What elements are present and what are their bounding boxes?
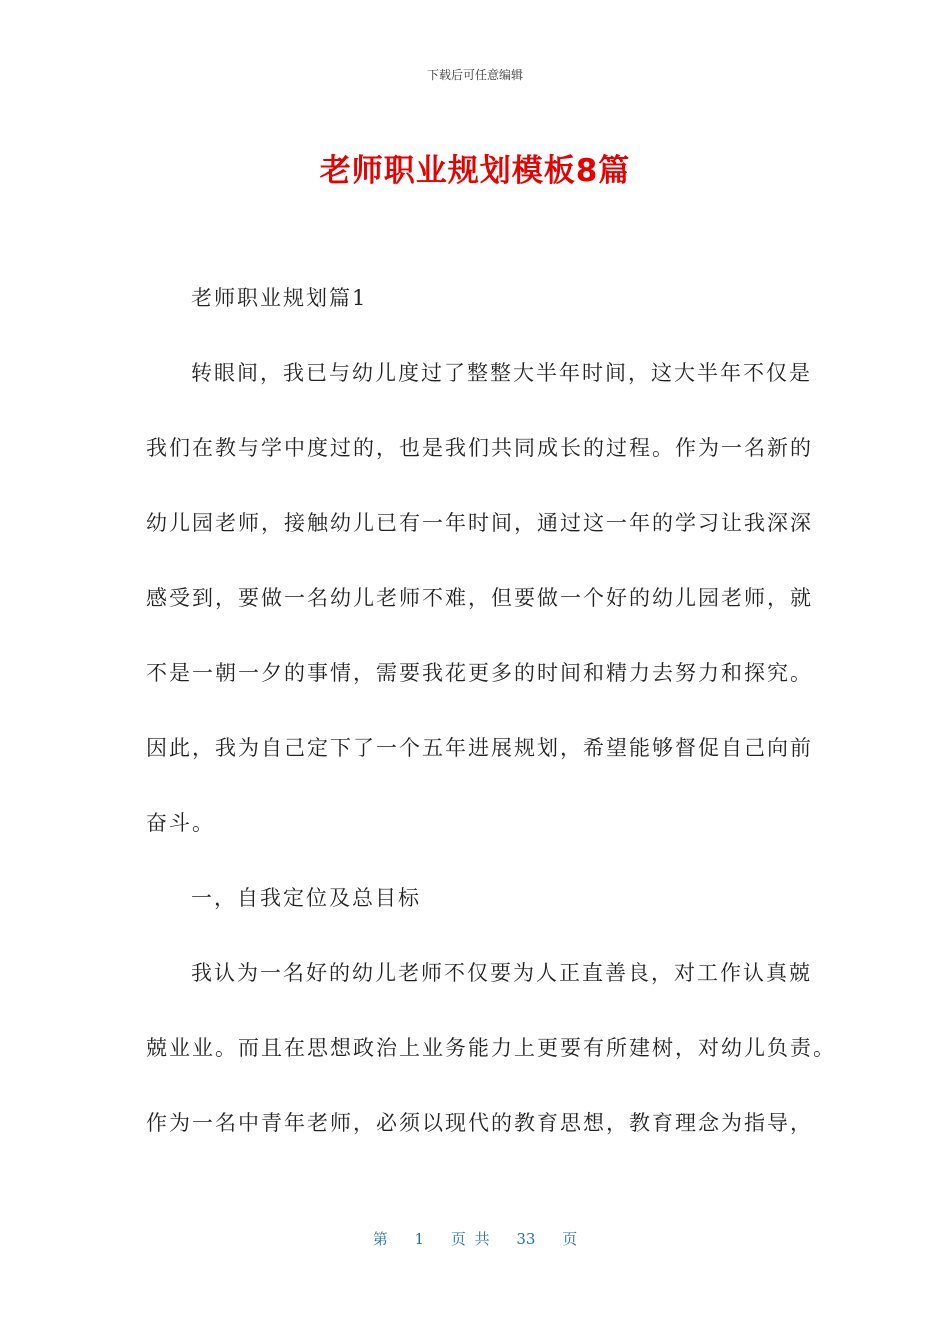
body-line: 幼儿园老师，接触幼儿已有一年时间，通过这一年的学习让我深深 bbox=[146, 511, 813, 535]
body-line: 转眼间，我已与幼儿度过了整整大半年时间，这大半年不仅是 bbox=[191, 361, 812, 385]
body-line: 因此，我为自己定下了一个五年进展规划，希望能够督促自己向前 bbox=[146, 736, 813, 760]
current-page-number: 1 bbox=[414, 1230, 425, 1248]
document-title: 老师职业规划模板8篇 bbox=[319, 153, 631, 189]
body-line: 作为一名中青年老师，必须以现代的教育思想，教育理念为指导， bbox=[146, 1111, 813, 1135]
total-pages-number: 33 bbox=[516, 1230, 536, 1248]
body-line: 感受到，要做一名幼儿老师不难，但要做一个好的幼儿园老师，就 bbox=[146, 586, 813, 610]
body-line: 不是一朝一夕的事情，需要我花更多的时间和精力去努力和探究。 bbox=[146, 661, 813, 685]
footer-prefix: 第 bbox=[372, 1230, 388, 1248]
body-line: 我们在教与学中度过的，也是我们共同成长的过程。作为一名新的 bbox=[146, 436, 813, 460]
body-line: 兢业业。而且在思想政治上业务能力上更要有所建树，对幼儿负责。 bbox=[146, 1036, 836, 1060]
page-footer bbox=[0, 1228, 950, 1249]
body-line: 奋斗。 bbox=[146, 811, 215, 835]
footer-suffix: 页 bbox=[562, 1230, 578, 1248]
document-body bbox=[146, 270, 836, 1170]
footer-middle: 页 共 bbox=[450, 1230, 490, 1248]
body-line: 我认为一名好的幼儿老师不仅要为人正直善良，对工作认真兢 bbox=[191, 961, 812, 985]
body-line: 老师职业规划篇1 bbox=[191, 286, 368, 310]
body-line: 一，自我定位及总目标 bbox=[191, 886, 421, 910]
header-note: 下载后可任意编辑 bbox=[426, 68, 523, 82]
